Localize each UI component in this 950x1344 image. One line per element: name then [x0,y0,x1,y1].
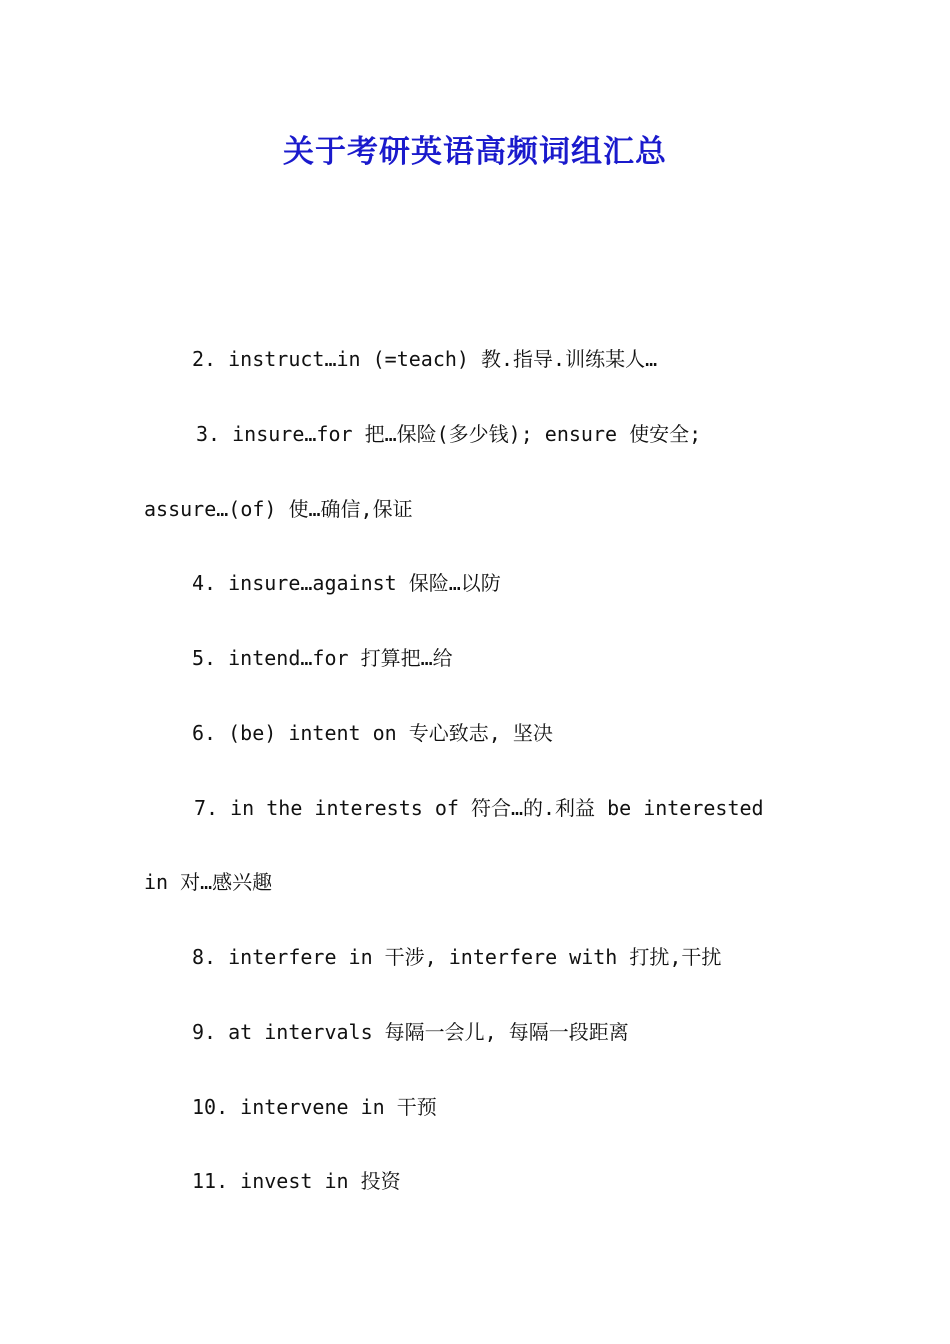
entry-line: 10. intervene in 干预 [192,1095,437,1119]
entry-line: 4. insure…against 保险…以防 [192,571,501,595]
entry-line: 8. interfere in 干涉, interfere with 打扰,干扰 [192,945,722,969]
entry-line: 6. (be) intent on 专心致志, 坚决 [192,721,553,745]
entry-line: 3. insure…for 把…保险(多少钱); ensure 使安全; [196,422,702,446]
entry-line: 9. at intervals 每隔一会儿, 每隔一段距离 [192,1020,629,1044]
entry-line: 5. intend…for 打算把…给 [192,646,453,670]
entry-line-continuation: in 对…感兴趣 [144,870,273,894]
document-title: 关于考研英语高频词组汇总 [283,134,667,170]
entry-line: 2. instruct…in (=teach) 教.指导.训练某人… [192,347,658,371]
entry-line: 7. in the interests of 符合…的.利益 be interested [194,796,764,820]
entry-line: 11. invest in 投资 [192,1169,401,1193]
entry-line-continuation: assure…(of) 使…确信,保证 [144,497,413,521]
